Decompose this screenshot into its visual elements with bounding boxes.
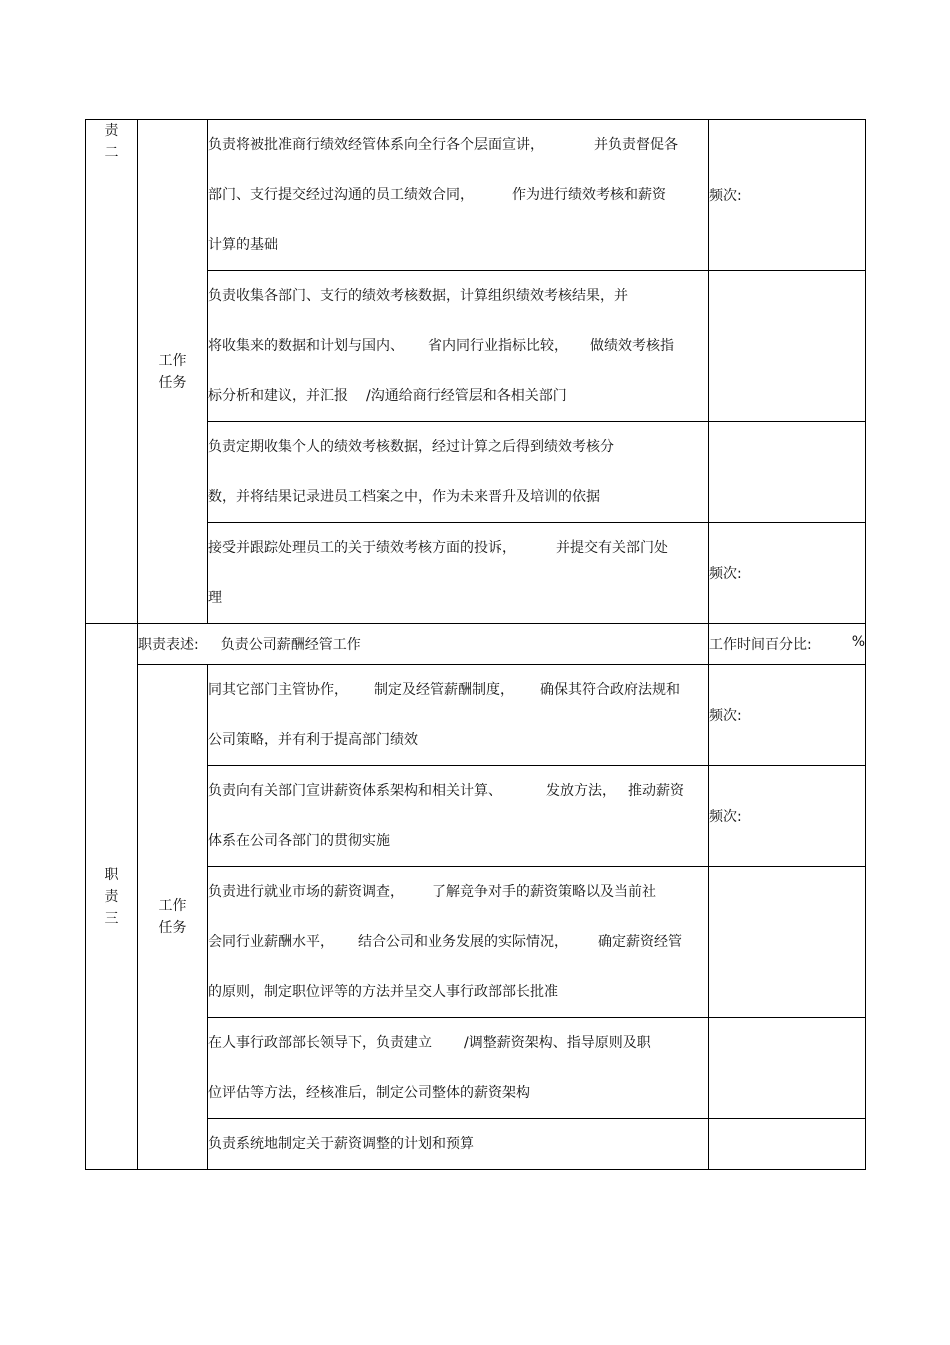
duty2-task-2-frequency bbox=[709, 271, 866, 422]
task-line: 负责收集各部门、支行的绩效考核数据，计算组织绩效考核结果，并 bbox=[208, 288, 628, 304]
duty2-sub-label bbox=[138, 120, 208, 624]
duty3-label bbox=[86, 624, 138, 1170]
duty2-task-4-frequency: 频次: bbox=[709, 523, 866, 624]
duty2-task-row-1 bbox=[86, 120, 866, 271]
duty2-task-2-desc bbox=[208, 271, 709, 422]
duty3-time-percentage bbox=[709, 624, 866, 665]
duty3-label-char: 责 bbox=[104, 888, 119, 905]
duty3-summary-row bbox=[86, 624, 866, 665]
duty2-sub-label-char: 工作 bbox=[158, 352, 187, 369]
duty2-task-4-desc bbox=[208, 523, 709, 624]
task-line: 部门、支行提交经过沟通的员工绩效合同， 作为进行绩效考核和薪资 bbox=[208, 187, 666, 203]
task-line: 接受并跟踪处理员工的关于绩效考核方面的投诉， 并提交有关部门处 bbox=[208, 540, 668, 556]
duty2-label-char: 二 bbox=[104, 145, 119, 161]
duty3-task-3-frequency bbox=[709, 867, 866, 1018]
duty3-task-1-frequency: 频次: bbox=[709, 665, 866, 766]
task-line: 理 bbox=[208, 590, 222, 606]
task-line: 同其它部门主管协作， 制定及经管薪酬制度， 确保其符合政府法规和 bbox=[208, 682, 680, 698]
duty3-label-char: 职 bbox=[104, 866, 119, 883]
task-line: 计算的基础 bbox=[208, 237, 278, 253]
task-line: 负责将被批准商行绩效经管体系向全行各个层面宣讲， 并负责督促各 bbox=[208, 137, 678, 153]
duty3-task-1-desc bbox=[208, 665, 709, 766]
duty3-sub-label-char: 工作 bbox=[158, 898, 187, 914]
task-line: 会同行业薪酬水平， 结合公司和业务发展的实际情况， 确定薪资经管 bbox=[208, 934, 682, 950]
task-line: 数，并将结果记录进员工档案之中，作为未来晋升及培训的依据 bbox=[208, 489, 600, 505]
summary-label: 职责表述: bbox=[138, 637, 199, 653]
duty3-task-5-desc bbox=[208, 1119, 709, 1170]
task-line: 标分析和建议，并汇报 /沟通给商行经管层和各相关部门 bbox=[208, 388, 567, 404]
time-percentage-label: 工作时间百分比: bbox=[709, 637, 812, 653]
duty2-task-3-frequency bbox=[709, 422, 866, 523]
duty3-sub-label bbox=[138, 665, 208, 1170]
task-line: 负责进行就业市场的薪资调查， 了解竞争对手的薪资策略以及当前社 bbox=[208, 884, 656, 900]
job-duties-table bbox=[85, 119, 866, 1170]
duty3-task-2-desc bbox=[208, 766, 709, 867]
duty2-task-1-desc bbox=[208, 120, 709, 271]
task-line: 位评估等方法，经核准后，制定公司整体的薪资架构 bbox=[208, 1085, 530, 1101]
task-line: 负责定期收集个人的绩效考核数据，经过计算之后得到绩效考核分 bbox=[208, 439, 614, 455]
duty2-label bbox=[86, 120, 138, 624]
duty3-task-row-1 bbox=[86, 665, 866, 766]
duty3-task-3-desc bbox=[208, 867, 709, 1018]
summary-text: 负责公司薪酬经管工作 bbox=[220, 637, 361, 653]
task-line: 在人事行政部部长领导下，负责建立 /调整薪资架构、指导原则及职 bbox=[208, 1035, 651, 1051]
task-line: 的原则，制定职位评等的方法并呈交人事行政部部长批准 bbox=[208, 984, 558, 1000]
duty3-task-2-frequency: 频次: bbox=[709, 766, 866, 867]
duty2-sub-label-char: 任务 bbox=[158, 374, 187, 391]
task-line: 负责向有关部门宣讲薪资体系架构和相关计算、 发放方法， 推动薪资 bbox=[208, 783, 684, 799]
task-line: 公司策略，并有利于提高部门绩效 bbox=[208, 732, 418, 748]
duty3-task-4-frequency bbox=[709, 1018, 866, 1119]
task-line: 负责系统地制定关于薪资调整的计划和预算 bbox=[208, 1136, 474, 1152]
duty2-task-3-desc bbox=[208, 422, 709, 523]
duty3-task-5-frequency bbox=[709, 1119, 866, 1170]
time-percentage-unit: % bbox=[851, 634, 865, 650]
task-line: 体系在公司各部门的贯彻实施 bbox=[208, 833, 390, 849]
duty2-label-char: 责 bbox=[104, 123, 119, 139]
duty3-label-char: 三 bbox=[104, 910, 119, 927]
duty2-task-1-frequency: 频次: bbox=[709, 120, 866, 271]
task-line: 将收集来的数据和计划与国内、 省内同行业指标比较， 做绩效考核指 bbox=[208, 338, 674, 354]
duty3-sub-label-char: 任务 bbox=[158, 920, 187, 936]
duty3-task-4-desc bbox=[208, 1018, 709, 1119]
duty3-summary bbox=[138, 624, 709, 665]
